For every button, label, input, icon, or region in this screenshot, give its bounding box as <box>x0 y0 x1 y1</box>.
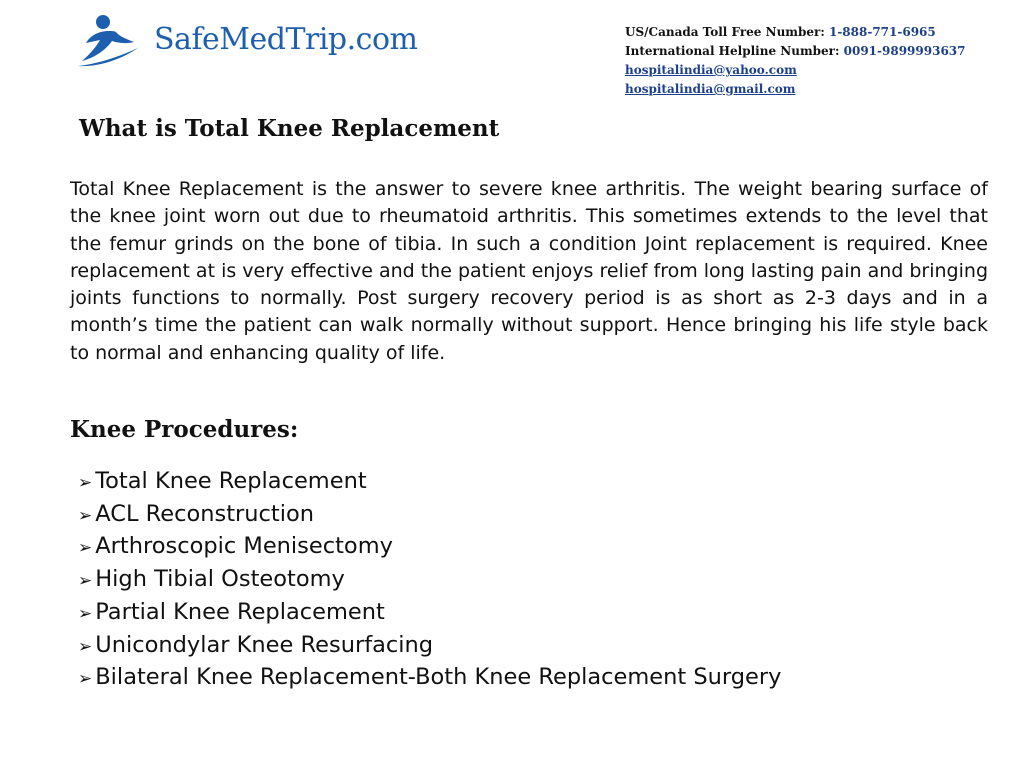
list-item-label: Partial Knee Replacement <box>95 598 385 625</box>
procedures-list <box>78 466 781 695</box>
article-paragraph: Total Knee Replacement is the answer to severe knee arthritis. The weight bearing surface of the knee joint worn out due to rheumatoid arthritis. This sometimes extends to the level that the femur grinds on the bone of tibia. In such a condition Joint replacement is required. Knee replacement at is very effective and the patient enjoys relief from long lasting pain and bringing joints functions to normally. Post surgery recovery period is as short as 2-3 days and in a month’s time the patient can walk normally without support. Hence bringing his life style back to normal and enhancing quality of life. <box>70 178 988 364</box>
list-item <box>78 466 781 499</box>
list-item <box>78 564 781 597</box>
us-phone-number: 1-888-771-6965 <box>828 25 936 39</box>
article-title: What is Total Knee Replacement <box>79 115 500 142</box>
arrow-bullet-icon: ➢ <box>78 636 93 657</box>
procedures-heading: Knee Procedures: <box>70 416 299 443</box>
arrow-bullet-icon: ➢ <box>78 571 93 592</box>
intl-phone-label: International Helpline Number: <box>625 44 840 58</box>
list-item <box>78 630 781 663</box>
contact-block <box>625 23 966 99</box>
list-item-label: Bilateral Knee Replacement-Both Knee Replacement Surgery <box>95 664 782 691</box>
arrow-bullet-icon: ➢ <box>78 538 93 559</box>
list-item-label: Total Knee Replacement <box>95 468 367 494</box>
arrow-bullet-icon: ➢ <box>78 669 93 690</box>
list-item <box>78 499 781 532</box>
brand-name[interactable]: SafeMedTrip.com <box>154 22 418 57</box>
arrow-bullet-icon: ➢ <box>78 603 93 624</box>
person-figure-logo-icon <box>76 14 140 68</box>
list-item <box>78 662 781 695</box>
list-item-label: High Tibial Osteotomy <box>95 566 345 593</box>
arrow-bullet-icon: ➢ <box>78 505 93 526</box>
us-phone-label: US/Canada Toll Free Number: <box>625 25 825 39</box>
list-item <box>78 597 781 630</box>
email-link-gmail[interactable]: hospitalindia@gmail.com <box>625 82 796 96</box>
email-link-yahoo[interactable]: hospitalindia@yahoo.com <box>625 63 797 77</box>
us-phone-line <box>625 23 966 42</box>
intl-phone-line <box>625 42 966 61</box>
intl-phone-number: 0091-9899993637 <box>843 44 966 58</box>
arrow-bullet-icon: ➢ <box>78 473 93 493</box>
list-item <box>78 531 781 564</box>
list-item-label: Unicondylar Knee Resurfacing <box>95 631 434 658</box>
list-item-label: Arthroscopic Menisectomy <box>95 533 393 560</box>
list-item-label: ACL Reconstruction <box>95 500 315 527</box>
